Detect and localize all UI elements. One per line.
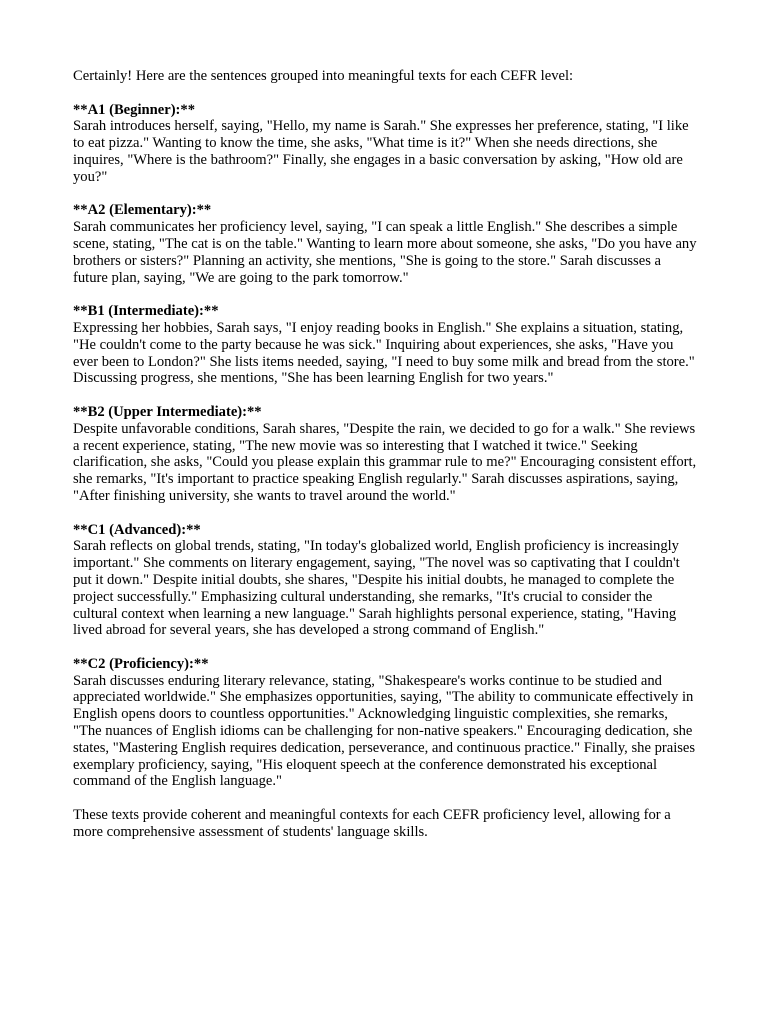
section-b2 <box>73 404 698 505</box>
section-heading: **B1 (Intermediate):** <box>73 303 219 320</box>
section-heading: **B2 (Upper Intermediate):** <box>73 403 262 420</box>
section-heading: **C2 (Proficiency):** <box>73 655 209 672</box>
section-text: Sarah communicates her proficiency level, saying, "I can speak a little English." She describes a simple scene, stating, "The cat is on the table." Wanting to learn more about someone, she asks, "Do you have any brothers or sisters?" Planning an activity, she mentions, "She is going to the store." Sarah discusses a future plan, saying, "We are going to the park tomorrow." <box>73 219 697 286</box>
section-text: Despite unfavorable conditions, Sarah shares, "Despite the rain, we decided to go for a walk." She reviews a recent experience, stating, "The new movie was so interesting that I watched it twice." Seeking clarification, she asks, "Could you please explain this grammar rule to me?" Encouraging consistent effort, she remarks, "It's important to practice speaking English regularly." Sarah discusses aspirations, saying, "After finishing university, she wants to travel around the world." <box>73 420 697 504</box>
section-c1 <box>73 522 698 640</box>
section-a1 <box>73 102 698 186</box>
section-text: Sarah discusses enduring literary relevance, stating, "Shakespeare's works continue to be studied and appreciated worldwide." She emphasizes opportunities, saying, "The ability to communicate effectively in English opens doors to countless opportunities." Acknowledging linguistic complexities, she remarks, "The nuances of English idioms can be challenging for non-native speakers." Encouraging dedication, she states, "Mastering English requires dedication, perseverance, and continuous practice." Finally, she praises exemplary proficiency, saying, "His eloquent speech at the conference demonstrated his exceptional command of the English language." <box>73 672 696 790</box>
section-b1 <box>73 303 698 387</box>
section-text: Sarah reflects on global trends, stating, "In today's globalized world, English proficiency is increasingly important." She comments on literary engagement, saying, "The novel was so captivating that I couldn't put it down." Despite initial doubts, she shares, "Despite his initial doubts, he managed to complete the project successfully." Emphasizing cultural understanding, she remarks, "It's crucial to consider the cultural context when learning a new language." Sarah highlights personal experience, stating, "Having lived abroad for several years, she has developed a strong command of English." <box>73 538 680 639</box>
conclusion-paragraph: These texts provide coherent and meaningful contexts for each CEFR proficiency level, allowing for a more comprehensive assessment of students' language skills. <box>73 807 671 840</box>
section-text: Expressing her hobbies, Sarah says, "I enjoy reading books in English." She explains a situation, stating, "He couldn't come to the party because he was sick." Inquiring about experiences, she asks, "Have you ever been to London?" She lists items needed, saying, "I need to buy some milk and bread from the store." Discussing progress, she mentions, "She has been learning English for two years." <box>73 319 695 387</box>
section-text: Sarah introduces herself, saying, "Hello, my name is Sarah." She expresses her preference, stating, "I like to eat pizza." Wanting to know the time, she asks, "What time is it?" When she needs directions, she inquires, "Where is the bathroom?" Finally, she engages in a basic conversation by asking, "How old are you?" <box>73 118 689 185</box>
section-heading: **A2 (Elementary):** <box>73 202 212 219</box>
section-heading: **A1 (Beginner):** <box>73 101 196 118</box>
section-heading: **C1 (Advanced):** <box>73 521 201 538</box>
document-page <box>73 68 698 857</box>
intro-paragraph: Certainly! Here are the sentences grouped into meaningful texts for each CEFR level: <box>73 68 574 84</box>
section-a2 <box>73 202 698 286</box>
section-c2 <box>73 656 698 790</box>
